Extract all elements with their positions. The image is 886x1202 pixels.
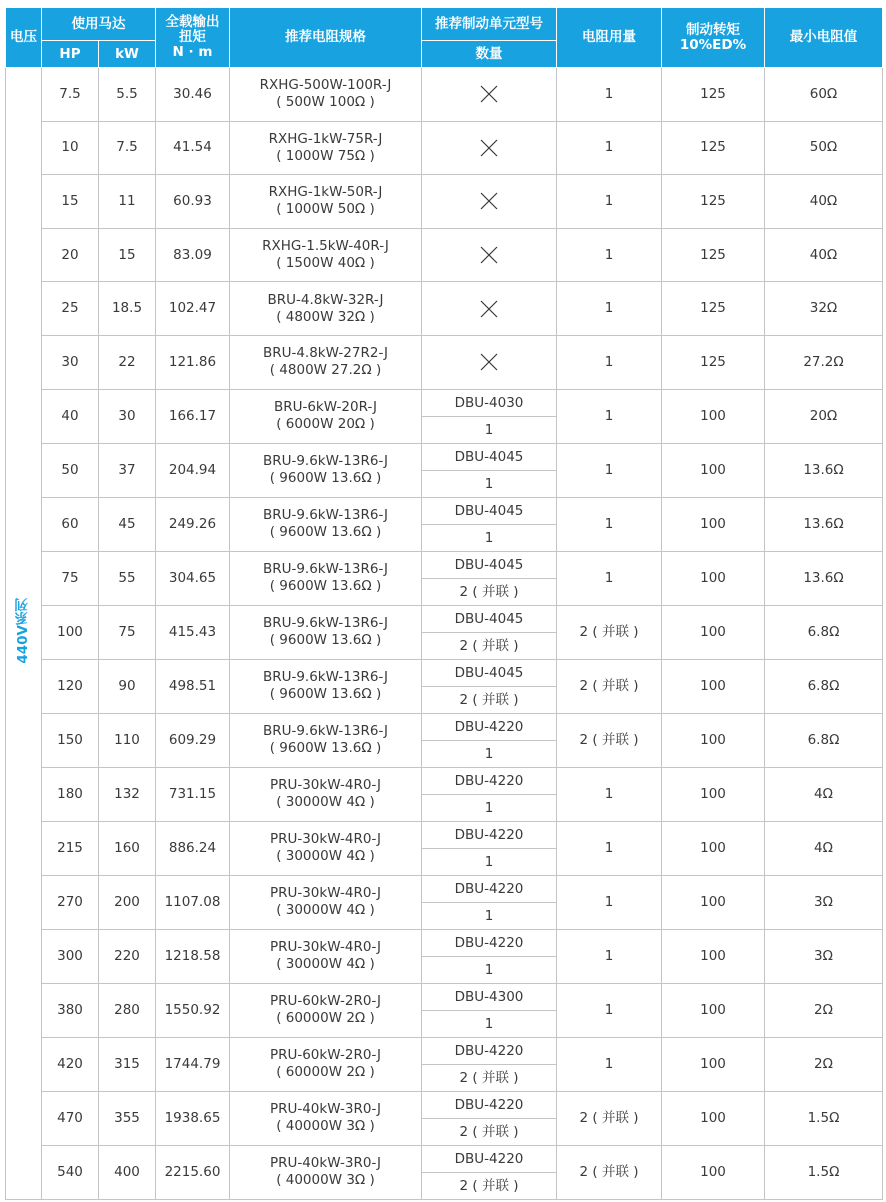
brake-unit-qty: 2 ( 并联 )	[459, 583, 519, 600]
kw-cell: 280	[99, 983, 156, 1037]
header-torque	[156, 8, 230, 68]
brake-torque-cell: 100	[662, 929, 765, 983]
hp-cell: 380	[42, 983, 99, 1037]
brake-torque-cell: 125	[662, 282, 765, 336]
resistor-spec-cell	[230, 335, 422, 389]
resistor-spec-model: BRU-9.6kW-13R6-J	[262, 669, 389, 686]
resistor-spec-model: RXHG-1kW-50R-J	[268, 184, 383, 201]
torque-cell: 83.09	[156, 228, 230, 282]
min-resistance-cell: 4Ω	[765, 821, 883, 875]
kw-cell: 15	[99, 228, 156, 282]
table-row	[6, 1037, 883, 1091]
hp-cell: 60	[42, 497, 99, 551]
resistor-qty-cell: 2 ( 并联 )	[557, 659, 662, 713]
brake-unit-cell	[422, 983, 557, 1037]
torque-cell: 731.15	[156, 767, 230, 821]
brake-unit-cell	[422, 228, 557, 282]
resistor-spec-cell	[230, 875, 422, 929]
brake-torque-cell: 125	[662, 228, 765, 282]
not-required-cross-icon	[480, 353, 498, 371]
resistor-spec-cell	[230, 1091, 422, 1145]
kw-cell: 5.5	[99, 68, 156, 122]
brake-unit-cell	[422, 68, 557, 122]
resistor-qty-cell: 1	[557, 282, 662, 336]
resistor-spec-detail: ( 6000W 20Ω )	[276, 416, 375, 433]
resistor-spec-model: PRU-30kW-4R0-J	[269, 939, 382, 956]
resistor-qty-cell: 1	[557, 767, 662, 821]
brake-unit-qty: 2 ( 并联 )	[459, 1069, 519, 1086]
resistor-spec-model: BRU-9.6kW-13R6-J	[262, 453, 389, 470]
min-resistance-cell: 6.8Ω	[765, 659, 883, 713]
brake-unit-cell	[422, 121, 557, 175]
torque-cell: 60.93	[156, 175, 230, 229]
min-resistance-cell: 3Ω	[765, 875, 883, 929]
table-row	[6, 443, 883, 497]
brake-unit-qty: 2 ( 并联 )	[459, 691, 519, 708]
min-resistance-cell: 6.8Ω	[765, 713, 883, 767]
resistor-spec-cell	[230, 821, 422, 875]
brake-unit-model: DBU-4030	[422, 390, 556, 417]
table-row	[6, 659, 883, 713]
kw-cell: 160	[99, 821, 156, 875]
min-resistance-cell: 40Ω	[765, 175, 883, 229]
resistor-spec-detail: ( 1000W 75Ω )	[276, 147, 375, 164]
header-resistor-qty: 电阻用量	[557, 8, 662, 68]
brake-unit-model: DBU-4045	[422, 498, 556, 525]
hp-cell: 50	[42, 443, 99, 497]
kw-cell: 37	[99, 443, 156, 497]
resistor-qty-cell: 1	[557, 983, 662, 1037]
brake-unit-cell	[422, 821, 557, 875]
brake-unit-qty: 1	[484, 799, 494, 816]
resistor-spec-detail: ( 9600W 13.6Ω )	[269, 578, 382, 595]
min-resistance-cell: 3Ω	[765, 929, 883, 983]
table-row	[6, 875, 883, 929]
header-torque-line2: 扭矩	[179, 29, 206, 45]
brake-unit-cell	[422, 175, 557, 229]
brake-torque-cell: 100	[662, 875, 765, 929]
resistor-spec-cell	[230, 713, 422, 767]
kw-cell: 400	[99, 1145, 156, 1199]
brake-unit-model: DBU-4045	[422, 606, 556, 633]
torque-cell: 2215.60	[156, 1145, 230, 1199]
brake-unit-cell	[422, 497, 557, 551]
resistor-spec-cell	[230, 767, 422, 821]
header-resistor-spec: 推荐电阻规格	[230, 8, 422, 68]
hp-cell: 180	[42, 767, 99, 821]
brake-unit-model: DBU-4220	[422, 1038, 556, 1065]
brake-unit-model: DBU-4300	[422, 984, 556, 1011]
table-row	[6, 1145, 883, 1199]
resistor-spec-detail: ( 30000W 4Ω )	[276, 902, 375, 919]
brake-torque-cell: 100	[662, 443, 765, 497]
resistor-spec-detail: ( 1000W 50Ω )	[276, 201, 375, 218]
hp-cell: 25	[42, 282, 99, 336]
brake-torque-cell: 100	[662, 1037, 765, 1091]
min-resistance-cell: 13.6Ω	[765, 443, 883, 497]
min-resistance-cell: 20Ω	[765, 389, 883, 443]
resistor-spec-cell	[230, 68, 422, 122]
header-voltage: 电压	[6, 8, 42, 68]
resistor-spec-model: BRU-9.6kW-13R6-J	[262, 723, 389, 740]
brake-unit-qty: 1	[484, 961, 494, 978]
brake-unit-model: DBU-4220	[422, 822, 556, 849]
min-resistance-cell: 2Ω	[765, 1037, 883, 1091]
brake-torque-cell: 100	[662, 389, 765, 443]
torque-cell: 204.94	[156, 443, 230, 497]
resistor-spec-model: BRU-4.8kW-27R2-J	[262, 345, 389, 362]
brake-unit-qty: 2 ( 并联 )	[459, 1123, 519, 1140]
kw-cell: 18.5	[99, 282, 156, 336]
resistor-spec-detail: ( 9600W 13.6Ω )	[269, 686, 382, 703]
brake-unit-cell	[422, 1037, 557, 1091]
torque-cell: 415.43	[156, 605, 230, 659]
resistor-spec-cell	[230, 121, 422, 175]
brake-unit-cell	[422, 929, 557, 983]
torque-cell: 41.54	[156, 121, 230, 175]
resistor-spec-model: PRU-30kW-4R0-J	[269, 777, 382, 794]
brake-unit-qty: 1	[484, 745, 494, 762]
resistor-qty-cell: 1	[557, 551, 662, 605]
resistor-spec-detail: ( 60000W 2Ω )	[276, 1010, 375, 1027]
brake-unit-cell	[422, 1145, 557, 1199]
resistor-spec-model: PRU-40kW-3R0-J	[269, 1155, 382, 1172]
min-resistance-cell: 2Ω	[765, 983, 883, 1037]
resistor-spec-cell	[230, 443, 422, 497]
kw-cell: 90	[99, 659, 156, 713]
table-row	[6, 497, 883, 551]
resistor-qty-cell: 1	[557, 335, 662, 389]
table-row	[6, 551, 883, 605]
table-row	[6, 68, 883, 122]
not-required-cross-icon	[480, 300, 498, 318]
hp-cell: 540	[42, 1145, 99, 1199]
table-row	[6, 713, 883, 767]
series-label: 440V系列	[15, 597, 31, 664]
resistor-qty-cell: 1	[557, 497, 662, 551]
kw-cell: 22	[99, 335, 156, 389]
resistor-spec-cell	[230, 551, 422, 605]
min-resistance-cell: 40Ω	[765, 228, 883, 282]
resistor-qty-cell: 1	[557, 821, 662, 875]
brake-torque-cell: 125	[662, 121, 765, 175]
brake-unit-qty: 1	[484, 475, 494, 492]
torque-cell: 1938.65	[156, 1091, 230, 1145]
resistor-spec-detail: ( 40000W 3Ω )	[276, 1118, 375, 1135]
kw-cell: 200	[99, 875, 156, 929]
kw-cell: 220	[99, 929, 156, 983]
brake-unit-cell	[422, 282, 557, 336]
brake-torque-cell: 125	[662, 335, 765, 389]
brake-unit-qty: 1	[484, 1015, 494, 1032]
resistor-qty-cell: 1	[557, 389, 662, 443]
resistor-spec-cell	[230, 497, 422, 551]
resistor-qty-cell: 1	[557, 68, 662, 122]
resistor-spec-detail: ( 9600W 13.6Ω )	[269, 740, 382, 757]
brake-torque-cell: 100	[662, 1145, 765, 1199]
brake-unit-qty: 2 ( 并联 )	[459, 637, 519, 654]
torque-cell: 166.17	[156, 389, 230, 443]
kw-cell: 30	[99, 389, 156, 443]
brake-unit-cell	[422, 443, 557, 497]
torque-cell: 1744.79	[156, 1037, 230, 1091]
resistor-spec-cell	[230, 605, 422, 659]
torque-cell: 1107.08	[156, 875, 230, 929]
brake-torque-cell: 100	[662, 551, 765, 605]
series-label-cell	[6, 68, 42, 1200]
hp-cell: 100	[42, 605, 99, 659]
hp-cell: 40	[42, 389, 99, 443]
table-row	[6, 983, 883, 1037]
header-row-1	[6, 8, 883, 41]
brake-torque-cell: 100	[662, 821, 765, 875]
resistor-qty-cell: 1	[557, 175, 662, 229]
resistor-spec-detail: ( 1500W 40Ω )	[276, 255, 375, 272]
table-row	[6, 605, 883, 659]
header-torque-unit: N · m	[172, 44, 213, 60]
brake-unit-model: DBU-4045	[422, 444, 556, 471]
resistor-spec-detail: ( 4800W 32Ω )	[276, 308, 375, 325]
brake-unit-model: DBU-4220	[422, 768, 556, 795]
brake-unit-model: DBU-4220	[422, 714, 556, 741]
table-row	[6, 228, 883, 282]
kw-cell: 11	[99, 175, 156, 229]
resistor-qty-cell: 2 ( 并联 )	[557, 1091, 662, 1145]
kw-cell: 355	[99, 1091, 156, 1145]
kw-cell: 110	[99, 713, 156, 767]
torque-cell: 30.46	[156, 68, 230, 122]
brake-torque-cell: 100	[662, 983, 765, 1037]
brake-torque-cell: 100	[662, 659, 765, 713]
brake-torque-cell: 100	[662, 767, 765, 821]
table-row	[6, 282, 883, 336]
resistor-spec-cell	[230, 282, 422, 336]
brake-unit-qty: 1	[484, 907, 494, 924]
hp-cell: 270	[42, 875, 99, 929]
table-row	[6, 175, 883, 229]
resistor-spec-model: RXHG-500W-100R-J	[259, 77, 392, 94]
table-row	[6, 121, 883, 175]
not-required-cross-icon	[480, 85, 498, 103]
brake-torque-cell: 100	[662, 605, 765, 659]
resistor-qty-cell: 2 ( 并联 )	[557, 605, 662, 659]
header-torque-line1: 全载输出	[165, 14, 220, 30]
hp-cell: 20	[42, 228, 99, 282]
resistor-spec-model: BRU-9.6kW-13R6-J	[262, 561, 389, 578]
hp-cell: 15	[42, 175, 99, 229]
kw-cell: 315	[99, 1037, 156, 1091]
kw-cell: 132	[99, 767, 156, 821]
brake-unit-qty: 1	[484, 853, 494, 870]
hp-cell: 150	[42, 713, 99, 767]
header-hp: HP	[42, 41, 99, 68]
resistor-spec-detail: ( 9600W 13.6Ω )	[269, 632, 382, 649]
min-resistance-cell: 4Ω	[765, 767, 883, 821]
min-resistance-cell: 13.6Ω	[765, 497, 883, 551]
hp-cell: 7.5	[42, 68, 99, 122]
resistor-spec-detail: ( 500W 100Ω )	[276, 94, 375, 111]
brake-unit-model: DBU-4220	[422, 1092, 556, 1119]
brake-unit-cell	[422, 605, 557, 659]
resistor-spec-model: PRU-30kW-4R0-J	[269, 885, 382, 902]
brake-unit-cell	[422, 1091, 557, 1145]
table-body	[6, 68, 883, 1200]
resistor-spec-cell	[230, 389, 422, 443]
brake-unit-model: DBU-4045	[422, 552, 556, 579]
min-resistance-cell: 32Ω	[765, 282, 883, 336]
resistor-spec-cell	[230, 175, 422, 229]
resistor-spec-model: PRU-60kW-2R0-J	[269, 993, 382, 1010]
torque-cell: 886.24	[156, 821, 230, 875]
brake-unit-cell	[422, 659, 557, 713]
hp-cell: 75	[42, 551, 99, 605]
brake-unit-model: DBU-4045	[422, 660, 556, 687]
resistor-spec-model: RXHG-1.5kW-40R-J	[262, 238, 389, 255]
torque-cell: 102.47	[156, 282, 230, 336]
resistor-spec-model: RXHG-1kW-75R-J	[268, 130, 383, 147]
brake-unit-cell	[422, 389, 557, 443]
resistor-spec-cell	[230, 1145, 422, 1199]
resistor-qty-cell: 2 ( 并联 )	[557, 1145, 662, 1199]
kw-cell: 45	[99, 497, 156, 551]
header-brake-torque-line1: 制动转矩	[686, 21, 740, 38]
brake-unit-cell	[422, 551, 557, 605]
resistor-spec-detail: ( 60000W 2Ω )	[276, 1064, 375, 1081]
hp-cell: 10	[42, 121, 99, 175]
header-brake-torque	[662, 8, 765, 68]
torque-cell: 1550.92	[156, 983, 230, 1037]
min-resistance-cell: 1.5Ω	[765, 1091, 883, 1145]
resistor-qty-cell: 2 ( 并联 )	[557, 713, 662, 767]
table-row	[6, 929, 883, 983]
header-quantity: 数量	[422, 41, 557, 68]
brake-unit-qty: 1	[484, 421, 494, 438]
brake-torque-cell: 100	[662, 1091, 765, 1145]
resistor-spec-cell	[230, 929, 422, 983]
resistor-spec-model: BRU-9.6kW-13R6-J	[262, 615, 389, 632]
table-row	[6, 389, 883, 443]
brake-unit-model: DBU-4220	[422, 876, 556, 903]
resistor-spec-model: BRU-6kW-20R-J	[273, 399, 378, 416]
hp-cell: 215	[42, 821, 99, 875]
resistor-spec-cell	[230, 228, 422, 282]
torque-cell: 249.26	[156, 497, 230, 551]
hp-cell: 30	[42, 335, 99, 389]
brake-unit-cell	[422, 335, 557, 389]
brake-unit-model: DBU-4220	[422, 930, 556, 957]
resistor-spec-cell	[230, 1037, 422, 1091]
hp-cell: 300	[42, 929, 99, 983]
resistor-spec-detail: ( 9600W 13.6Ω )	[269, 524, 382, 541]
header-kw: kW	[99, 41, 156, 68]
resistor-spec-model: BRU-4.8kW-32R-J	[267, 291, 384, 308]
brake-unit-cell	[422, 875, 557, 929]
resistor-qty-cell: 1	[557, 121, 662, 175]
resistor-spec-detail: ( 9600W 13.6Ω )	[269, 470, 382, 487]
header-brake-torque-line2: 10%ED%	[679, 36, 747, 53]
torque-cell: 609.29	[156, 713, 230, 767]
torque-cell: 304.65	[156, 551, 230, 605]
resistor-spec-detail: ( 4800W 27.2Ω )	[269, 362, 382, 379]
resistor-spec-cell	[230, 983, 422, 1037]
min-resistance-cell: 1.5Ω	[765, 1145, 883, 1199]
min-resistance-cell: 6.8Ω	[765, 605, 883, 659]
resistor-spec-detail: ( 30000W 4Ω )	[276, 848, 375, 865]
torque-cell: 498.51	[156, 659, 230, 713]
resistor-spec-cell	[230, 659, 422, 713]
resistor-spec-detail: ( 30000W 4Ω )	[276, 956, 375, 973]
braking-resistor-spec-table	[5, 7, 883, 1200]
kw-cell: 55	[99, 551, 156, 605]
not-required-cross-icon	[480, 246, 498, 264]
resistor-qty-cell: 1	[557, 1037, 662, 1091]
resistor-spec-detail: ( 40000W 3Ω )	[276, 1172, 375, 1189]
brake-unit-cell	[422, 767, 557, 821]
brake-torque-cell: 125	[662, 175, 765, 229]
resistor-spec-model: PRU-30kW-4R0-J	[269, 831, 382, 848]
brake-unit-model: DBU-4220	[422, 1146, 556, 1173]
brake-torque-cell: 100	[662, 497, 765, 551]
hp-cell: 420	[42, 1037, 99, 1091]
torque-cell: 121.86	[156, 335, 230, 389]
header-motor-group: 使用马达	[42, 8, 156, 41]
min-resistance-cell: 13.6Ω	[765, 551, 883, 605]
resistor-spec-model: PRU-60kW-2R0-J	[269, 1047, 382, 1064]
resistor-qty-cell: 1	[557, 875, 662, 929]
min-resistance-cell: 50Ω	[765, 121, 883, 175]
resistor-qty-cell: 1	[557, 228, 662, 282]
kw-cell: 75	[99, 605, 156, 659]
brake-unit-qty: 2 ( 并联 )	[459, 1177, 519, 1194]
table-row	[6, 767, 883, 821]
resistor-spec-model: PRU-40kW-3R0-J	[269, 1101, 382, 1118]
min-resistance-cell: 27.2Ω	[765, 335, 883, 389]
min-resistance-cell: 60Ω	[765, 68, 883, 122]
resistor-qty-cell: 1	[557, 929, 662, 983]
table-row	[6, 335, 883, 389]
header-brake-unit-model: 推荐制动单元型号	[422, 8, 557, 41]
table-row	[6, 821, 883, 875]
table-row	[6, 1091, 883, 1145]
resistor-spec-model: BRU-9.6kW-13R6-J	[262, 507, 389, 524]
resistor-qty-cell: 1	[557, 443, 662, 497]
not-required-cross-icon	[480, 192, 498, 210]
kw-cell: 7.5	[99, 121, 156, 175]
brake-unit-cell	[422, 713, 557, 767]
hp-cell: 120	[42, 659, 99, 713]
brake-unit-qty: 1	[484, 529, 494, 546]
hp-cell: 470	[42, 1091, 99, 1145]
not-required-cross-icon	[480, 139, 498, 157]
header-min-resistance: 最小电阻值	[765, 8, 883, 68]
brake-torque-cell: 125	[662, 68, 765, 122]
torque-cell: 1218.58	[156, 929, 230, 983]
brake-torque-cell: 100	[662, 713, 765, 767]
resistor-spec-detail: ( 30000W 4Ω )	[276, 794, 375, 811]
